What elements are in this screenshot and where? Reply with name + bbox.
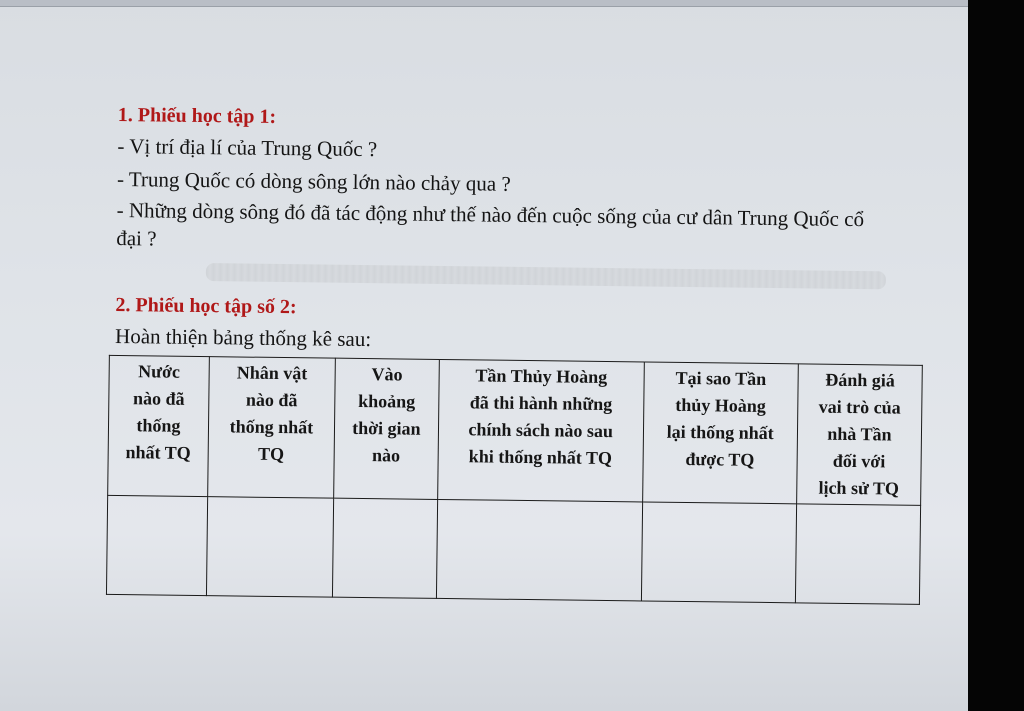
header-time-label: Vào khoảng thời gian nào [352, 364, 421, 466]
table-cell[interactable] [106, 495, 207, 595]
header-evaluation-label: Đánh giá vai trò của nhà Tần đối với lịch sử TQ [818, 369, 901, 499]
header-person-label: Nhân vật nào đã thống nhất TQ [229, 362, 314, 465]
statistics-table [106, 355, 923, 605]
header-time [334, 358, 440, 499]
table-row [106, 495, 920, 604]
table-cell[interactable] [206, 497, 333, 598]
header-person [208, 357, 336, 499]
header-evaluation [797, 364, 923, 506]
section1-item-1: - Vị trí địa lí của Trung Quốc ? [117, 133, 378, 162]
section1-heading: 1. Phiếu học tập 1: [117, 103, 277, 128]
section1-item-3: - Những dòng sông đó đã tác động như thế nào đến cuộc sống của cư dân Trung Quốc cổ đại ? [116, 197, 865, 251]
section2-heading: 2. Phiếu học tập số 2: [115, 293, 297, 319]
table-cell[interactable] [332, 498, 437, 598]
header-country [108, 355, 210, 496]
monitor-bezel [968, 0, 1024, 711]
table-cell[interactable] [795, 504, 920, 605]
section2-instruction: Hoàn thiện bảng thống kê sau: [114, 323, 372, 352]
section1-item-2: - Trung Quốc có dòng sông lớn nào chảy qua ? [116, 166, 511, 196]
table-cell[interactable] [641, 502, 797, 603]
table-cell[interactable] [436, 499, 642, 600]
header-reason-label: Tại sao Tần thủy Hoàng lại thống nhất được TQ [666, 367, 774, 470]
scribble-mark [206, 263, 886, 289]
header-country-label: Nước nào đã thống nhất TQ [125, 361, 191, 463]
header-policies [437, 359, 643, 501]
document-page [112, 100, 938, 605]
table-header-row [108, 355, 923, 505]
header-reason [642, 362, 798, 504]
header-policies-label: Tần Thủy Hoàng đã thi hành những chính sách nào sau khi thống nhất TQ [468, 365, 614, 469]
